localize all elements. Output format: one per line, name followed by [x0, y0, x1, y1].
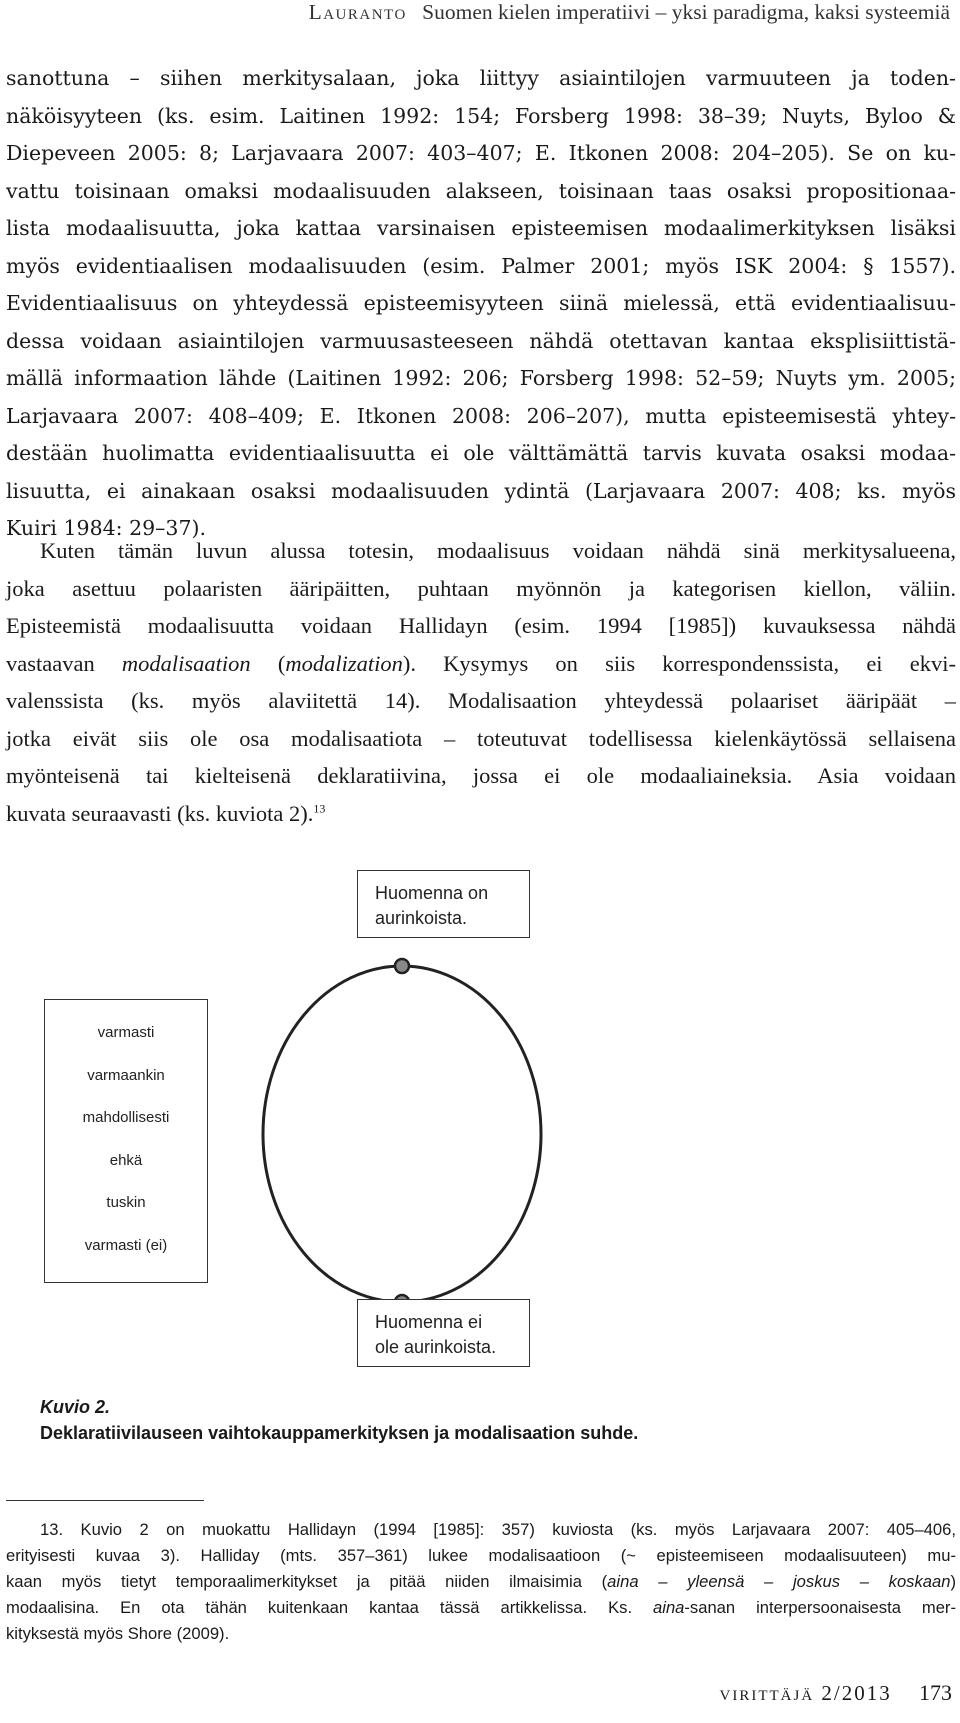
- top-pole-dot: [395, 959, 409, 973]
- text-span: ): [950, 1572, 956, 1591]
- page-footer: [720, 1680, 953, 1716]
- text-span: -sanan interpersoonaisesta mer-: [684, 1598, 956, 1617]
- running-head-author: Lauranto: [308, 0, 407, 24]
- text-line: Episteemistä modaalisuutta voidaan Hallidayn (esim. 1994 [1985]) kuvauksessa nähdä: [6, 613, 956, 638]
- text-span: vastaavan: [6, 650, 122, 676]
- footnote-line: [6, 1595, 956, 1621]
- text-line: myönteisenä tai kielteisenä deklaratiivina, jossa ei ole modaaliaineksia. Asia voidaan: [6, 763, 956, 788]
- modality-scale-box: [44, 999, 208, 1283]
- journal-name: virittäjä 2/2013: [719, 1681, 892, 1705]
- footnote-line: [6, 1569, 956, 1595]
- text-line: Kuten tämän luvun alussa totesin, modaalisuus voidaan nähdä sinä merkitysalueena,: [40, 538, 956, 563]
- scale-item: varmasti: [97, 1024, 155, 1041]
- term-aina: aina: [653, 1598, 685, 1617]
- top-box-affirmative: [357, 870, 530, 938]
- text-line: [6, 645, 956, 683]
- text-line: joka asettuu polaaristen ääripäitten, puhtaan myönnön ja kategorisen kiellon, väliin.: [6, 575, 956, 601]
- text-span: kuvata seuraavasti (ks. kuviota 2).: [6, 800, 314, 826]
- paragraph-1: [6, 60, 956, 548]
- text-span: (: [250, 650, 286, 676]
- paragraph-2: [6, 532, 956, 832]
- temporal-terms: aina – yleensä – joskus – koskaan: [607, 1572, 951, 1591]
- text-line: Larjavaara 2007: 408–409; E. Itkonen 2008: 206–207), mutta episteemisestä yhtey-: [6, 403, 956, 428]
- footnote-line: kityksestä myös Shore (2009).: [6, 1624, 230, 1643]
- bottom-box-line: ole aurinkoista.: [375, 1337, 497, 1357]
- text-line: sanottuna – siihen merkitysalaan, joka liittyy asiaintilojen varmuuteen ja toden-: [6, 66, 956, 90]
- text-span: kaan myös tietyt temporaalimerkitykset ja pitää niiden ilmaisimia (: [6, 1572, 608, 1591]
- text-line: Diepeveen 2005: 8; Larjavaara 2007: 403–407; E. Itkonen 2008: 204–205). Se on ku-: [6, 141, 956, 165]
- text-span: modaalisina. En ota tähän kuitenkaan kantaa tässä artikkelissa. Ks.: [6, 1598, 633, 1617]
- text-span: ). Kysymys on siis korrespondenssista, ei ekvi-: [402, 650, 956, 676]
- text-line: näköisyyteen (ks. esim. Laitinen 1992: 154; Forsberg 1998: 38–39; Nuyts, Byloo &: [6, 103, 956, 128]
- scale-item: varmaankin: [87, 1066, 165, 1084]
- text-line: myös evidentiaalisen modaalisuuden (esim. Palmer 2001; myös ISK 2004: § 1557).: [6, 253, 956, 278]
- term-modalisaatio: modalisaation: [121, 650, 251, 676]
- polarity-ellipse: [260, 956, 620, 1306]
- page-number: 173: [919, 1680, 952, 1705]
- running-head: [309, 0, 950, 26]
- scale-item: mahdollisesti: [82, 1109, 170, 1126]
- text-line: mällä informaation lähde (Laitinen 1992: 206; Forsberg 1998: 52–59; Nuyts ym. 2005;: [6, 366, 956, 390]
- caption-label: Kuvio 2.: [40, 1397, 111, 1417]
- figure-caption: [40, 1394, 638, 1446]
- footnote-ref-13[interactable]: 13: [313, 801, 326, 815]
- bottom-box-line: Huomenna ei: [375, 1312, 483, 1332]
- bottom-box-negative: [357, 1299, 530, 1367]
- footnote-line: erityisesti kuvaa 3). Halliday (mts. 357–361) lukee modalisaatioon (~ episteemiseen modaalisuuteen) mu-: [6, 1546, 956, 1565]
- text-line: destään huolimatta evidentiaalisuutta ei ole välttämättä tarvis kuvata osaksi modaa-: [6, 441, 956, 465]
- text-line: [6, 795, 956, 833]
- top-box-line: aurinkoista.: [375, 908, 468, 928]
- footnote-line: 13. Kuvio 2 on muokattu Hallidayn (1994 [1985]: 357) kuviosta (ks. myös Larjavaara 2007: 405–406,: [40, 1520, 956, 1539]
- text-line: Evidentiaalisuus on yhteydessä episteemisyyteen siinä mielessä, että evidentiaalisuu-: [6, 291, 956, 315]
- text-line: lisuutta, ei ainakaan osaksi modaalisuuden ydintä (Larjavaara 2007: 408; ks. myös: [6, 478, 956, 503]
- ellipse-outline: [263, 966, 541, 1302]
- scale-item: tuskin: [106, 1194, 146, 1211]
- footnote-rule: [6, 1500, 204, 1501]
- scale-item: varmasti (ei): [84, 1236, 168, 1254]
- text-line: jotka eivät siis ole osa modalisaatiota – toteutuvat todellisessa kielenkäytössä sellaisena: [6, 725, 956, 751]
- top-box-line: Huomenna on: [375, 883, 489, 903]
- text-line: vattu toisinaan omaksi modaalisuuden alakseen, toisinaan taas osaksi propositionaa-: [6, 178, 956, 203]
- caption-text: Deklaratiivilauseen vaihtokauppamerkityksen ja modalisaation suhde.: [40, 1423, 639, 1443]
- figure-2: [0, 870, 960, 1357]
- running-head-title: Suomen kielen imperatiivi – yksi paradigma, kaksi systeemiä: [422, 0, 950, 24]
- text-line: valenssista (ks. myös alaviitettä 14). Modalisaation yhteydessä polaariset ääripäät –: [6, 688, 956, 713]
- term-modalization: modalization: [285, 650, 403, 676]
- scale-item: ehkä: [109, 1151, 143, 1169]
- text-line: Kuiri 1984: 29–37).: [6, 516, 207, 540]
- footnote-13: [6, 1517, 956, 1647]
- text-line: dessa voidaan asiaintilojen varmuusasteeseen nähdä otettavan kantaa eksplisiittistä-: [6, 328, 956, 353]
- text-line: lista modaalisuutta, joka kattaa varsinaisen episteemisen modaalimerkityksen lisäksi: [6, 216, 956, 240]
